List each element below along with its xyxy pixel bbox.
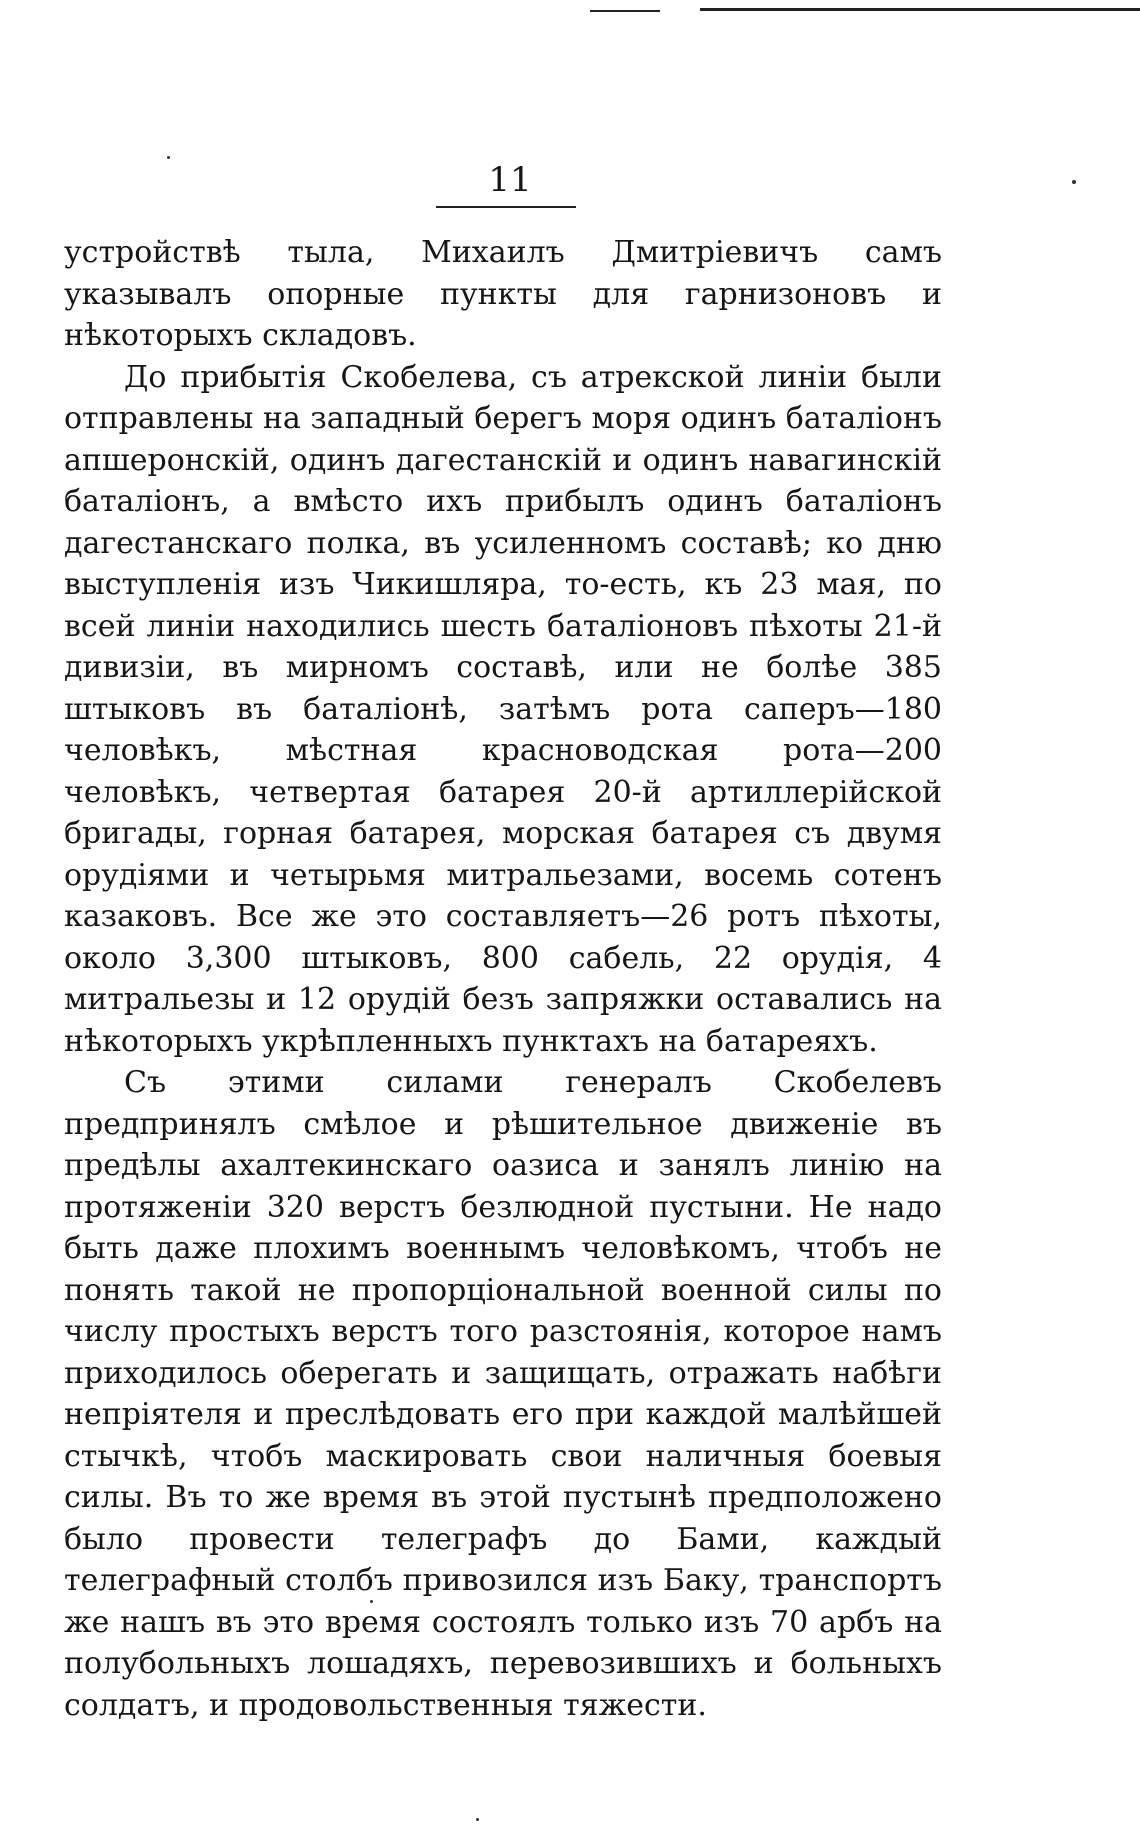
speck bbox=[476, 1818, 479, 1821]
body-text bbox=[64, 232, 942, 1726]
top-edge-rule bbox=[700, 8, 1140, 11]
page-number: 11 bbox=[488, 160, 532, 200]
page-number-rule bbox=[436, 206, 576, 208]
speck bbox=[1072, 180, 1076, 184]
top-edge-rule-short bbox=[590, 10, 660, 12]
paragraph-1: устройствѣ тыла, Михаилъ Дмитріевичъ самъ указывалъ опорные пункты для гарнизоновъ и нѣкоторыхъ складовъ. bbox=[64, 235, 942, 353]
speck bbox=[167, 156, 170, 159]
paragraph-3: Съ этими силами генералъ Скобелевъ предпринялъ смѣлое и рѣшительное движеніе въ предѣлы ахалтекинскаго оазиса и занялъ линію на протяженіи 320 верстъ безлюдной пустыни. Не надо быть даже плохимъ военнымъ человѣкомъ, чтобъ не понять такой не пропорціональной военной силы по числу простыхъ верстъ того разстоянія, которое намъ приходилось оберегать и защищать, отражать набѣги непріятеля и преслѣдовать его при каждой малѣйшей стычкѣ, чтобъ маскировать свои наличныя боевыя силы. Въ то же время въ этой пустынѣ предположено было провести телеграфъ до Бами, каждый телеграфный столбъ привозился изъ Баку, транспортъ же нашъ въ это время состоялъ только изъ 70 арбъ на полубольныхъ лошадяхъ, перевозившихъ и больныхъ солдатъ, и продовольственныя тяжести. bbox=[64, 1065, 942, 1723]
paragraph-2: До прибытія Скобелева, съ атрекской линіи были отправлены на западный берегъ моря одинъ баталіонъ апшеронскій, одинъ дагестанскій и одинъ навагинскій баталіонъ, а вмѣсто ихъ прибылъ одинъ баталіонъ дагестанскаго полка, въ усиленномъ составѣ; ко дню выступленія изъ Чикишляра, то-есть, къ 23 мая, по всей линіи находились шесть баталіоновъ пѣхоты 21-й дивизіи, въ мирномъ составѣ, или не болѣе 385 штыковъ въ баталіонѣ, затѣмъ рота саперъ—180 человѣкъ, мѣстная красноводская рота—200 человѣкъ, четвертая батарея 20-й артиллерійской бригады, горная батарея, морская батарея съ двумя орудіями и четырьмя митральезами, восемь сотенъ казаковъ. Все же это составляетъ—26 ротъ пѣхоты, около 3,300 штыковъ, 800 сабель, 22 орудія, 4 митральезы и 12 орудій безъ запряжки оставались на нѣкоторыхъ укрѣпленныхъ пунктахъ на батареяхъ. bbox=[64, 359, 942, 1059]
